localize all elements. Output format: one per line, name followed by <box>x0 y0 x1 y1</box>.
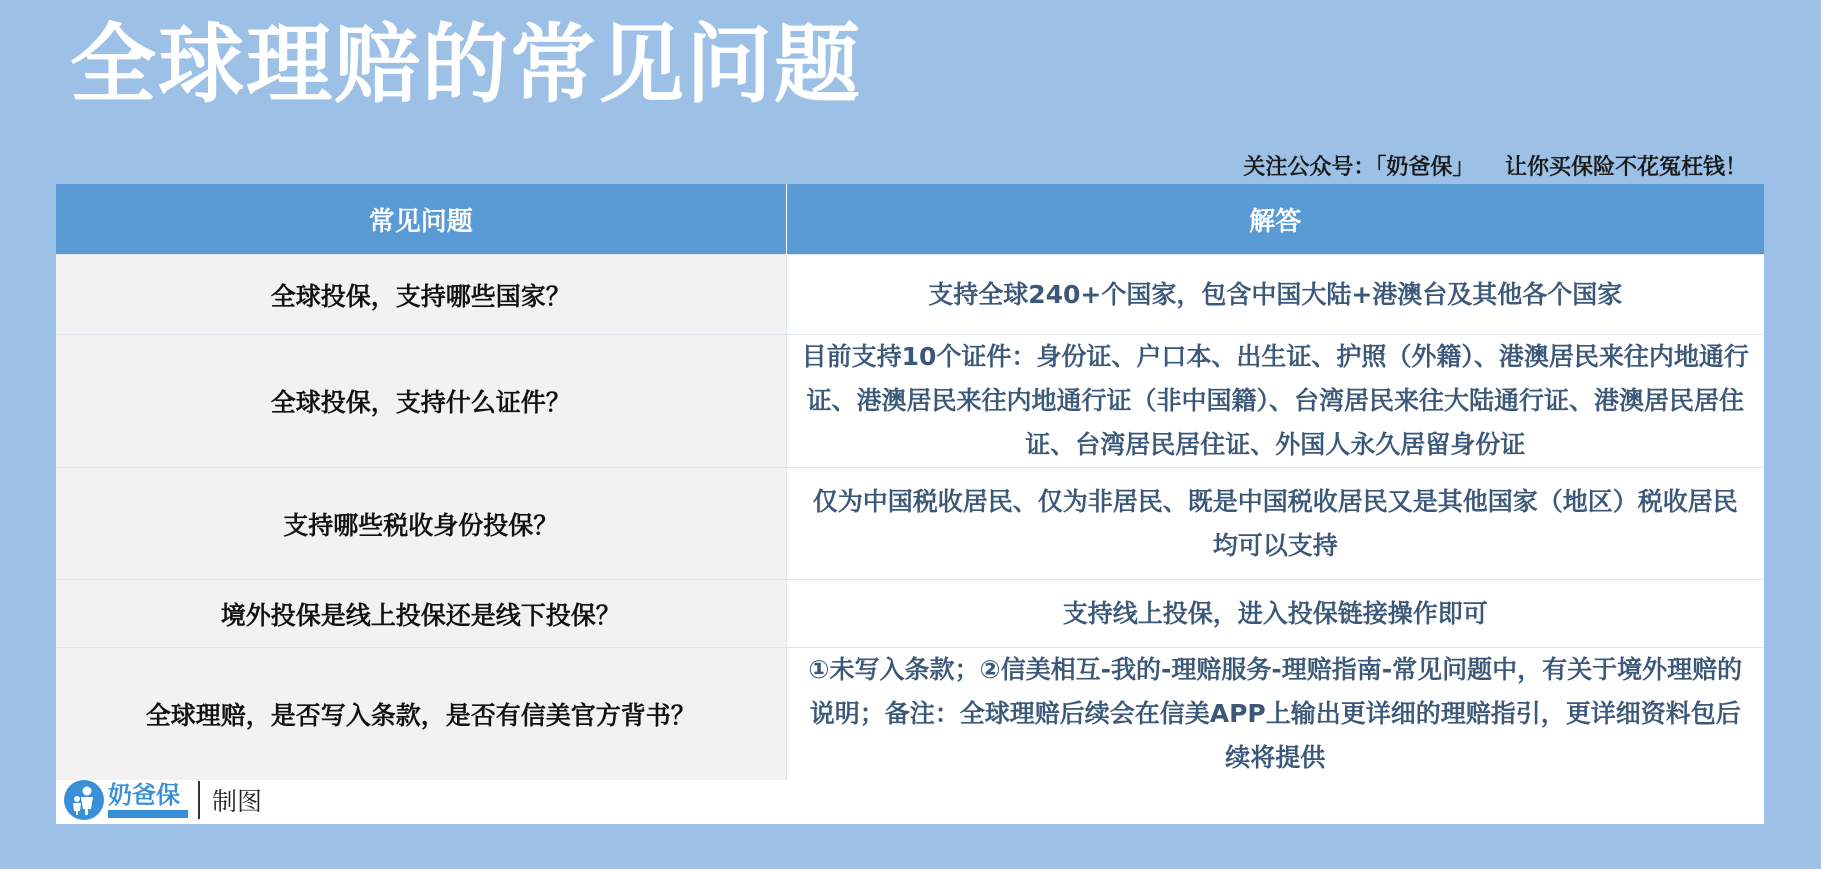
logo-text: 奶爸保 <box>108 781 180 809</box>
answer-cell: ①未写入条款；②信美相互-我的-理赔服务-理赔指南-常见问题中，有关于境外理赔的说明；备注：全球理赔后续会在信美APP上输出更详细的理赔指引，更详细资料包后续将提供 <box>786 648 1764 781</box>
answer-cell: 仅为中国税收居民、仅为非居民、既是中国税收居民又是其他国家（地区）税收居民均可以支持 <box>786 468 1764 580</box>
parent-child-icon <box>64 780 104 820</box>
question-cell: 全球投保，支持哪些国家？ <box>56 255 786 335</box>
page-title: 全球理赔的常见问题 <box>70 15 862 115</box>
table-row <box>56 580 1764 648</box>
made-by-label: 制图 <box>212 787 263 816</box>
footer <box>56 776 1764 824</box>
column-header-question: 常见问题 <box>56 184 786 255</box>
table-row <box>56 468 1764 580</box>
faq-card <box>56 184 1764 824</box>
answer-cell: 支持全球240+个国家，包含中国大陆+港澳台及其他各个国家 <box>786 255 1764 335</box>
question-cell: 全球投保，支持什么证件？ <box>56 335 786 468</box>
question-cell: 支持哪些税收身份投保？ <box>56 468 786 580</box>
table-row <box>56 255 1764 335</box>
table-row <box>56 335 1764 468</box>
column-header-answer: 解答 <box>786 184 1764 255</box>
table-row <box>56 648 1764 781</box>
brand-logo <box>64 780 188 820</box>
faq-table <box>56 184 1764 780</box>
logo-tagline-bar <box>108 810 188 818</box>
divider <box>198 781 200 819</box>
answer-cell: 支持线上投保，进入投保链接操作即可 <box>786 580 1764 648</box>
question-cell: 全球理赔，是否写入条款，是否有信美官方背书？ <box>56 648 786 781</box>
question-cell: 境外投保是线上投保还是线下投保？ <box>56 580 786 648</box>
follow-note: 关注公众号：「奶爸保」 让你买保险不花冤枉钱！ <box>1243 155 1747 180</box>
table-header-row <box>56 184 1764 255</box>
answer-cell: 目前支持10个证件：身份证、户口本、出生证、护照（外籍）、港澳居民来往内地通行证、港澳居民来往内地通行证（非中国籍）、台湾居民来往大陆通行证、港澳居民居住证、台湾居民居住证、外国人永久居留身份证 <box>786 335 1764 468</box>
